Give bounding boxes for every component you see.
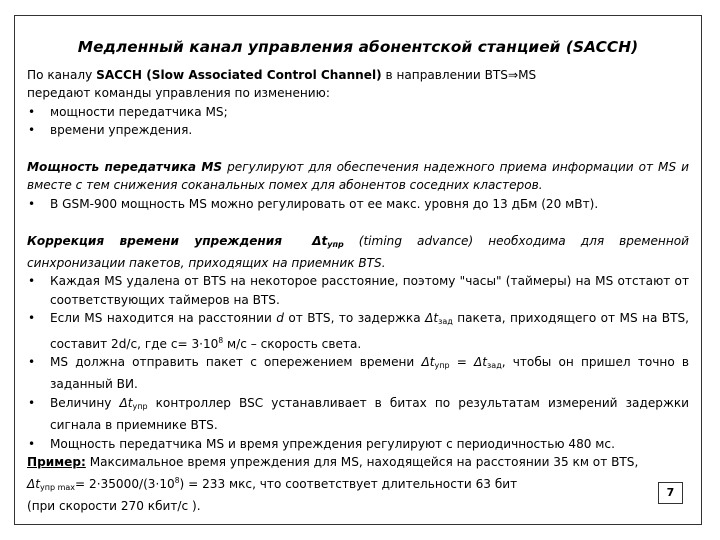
list-item <box>27 435 689 453</box>
exponent: 8 <box>218 335 224 345</box>
bullet-icon: • <box>28 196 36 211</box>
arrow-icon: ⇒ <box>507 68 519 82</box>
delta-symbol: Δt <box>119 395 133 410</box>
timing-lead: Коррекция времени упреждения <box>27 233 283 248</box>
delta-subscript: упр <box>434 361 450 371</box>
delta-subscript: упр <box>327 239 344 249</box>
list-item-text: пакета, приходящего от MS на BTS, составит 2d/c, где c= 3·10 <box>50 311 689 351</box>
power-paragraph <box>27 158 689 195</box>
delta-symbol: Δt <box>421 355 435 370</box>
page-number: 7 <box>658 482 683 504</box>
list-item <box>27 121 689 139</box>
delta-symbol: Δt <box>425 311 439 326</box>
list-item-text: м/с – скорость света. <box>223 336 362 351</box>
power-lead: Мощность передатчика MS <box>27 160 223 175</box>
bullet-icon: • <box>28 274 36 289</box>
delta-symbol: Δt <box>474 355 488 370</box>
bullet-icon: • <box>28 436 36 451</box>
example-text: Максимальное время упреждения для MS, находящейся на расстоянии 35 км от BTS, <box>85 455 639 470</box>
slide-frame <box>14 15 702 525</box>
list-item-text: Величину <box>50 395 120 410</box>
list-item-text: В GSM-900 мощность MS можно регулировать от ее макс. уровня до 13 дБм (20 мВт). <box>50 196 599 211</box>
list-item <box>27 195 689 213</box>
intro-line-1 <box>27 66 689 84</box>
slide-title: Медленный канал управления абонентской станцией (SACCH) <box>77 38 639 56</box>
power-text: регулируют для обеспечения надежного приема информации от MS и вместе с тем снижения соканальных помех для абонентов соседних кластеров. <box>27 160 689 193</box>
bullet-icon: • <box>28 355 36 370</box>
list-item-text: от BTS, то задержка <box>283 311 426 326</box>
list-item-text: Мощность передатчика MS и время упреждения регулируют с периодичностью 480 мс. <box>50 436 615 451</box>
distance-symbol: d <box>276 311 284 326</box>
delta-subscript: зад <box>487 361 502 371</box>
exponent: 8 <box>174 475 180 485</box>
list-item <box>27 309 689 353</box>
list-item <box>27 394 689 435</box>
list-item-text: контроллер BSC устанавливает в битах по результатам измерений задержки сигнала в приемнике BTS. <box>50 395 690 433</box>
intro-direction: в направлении BTS <box>381 68 508 82</box>
bullet-icon: • <box>28 311 36 326</box>
formula-text: ) = 233 мкс, что соответствует длительности 63 бит <box>179 476 518 491</box>
list-item-text: = <box>449 355 475 370</box>
timing-text: (timing advance) необходима для временной синхронизации пакетов, приходящих на приемник BTS. <box>27 233 689 271</box>
list-item <box>27 272 689 309</box>
delta-subscript: упр max <box>40 482 76 492</box>
intro-ms: MS <box>518 68 537 82</box>
example-line-3: (при скорости 270 кбит/с ). <box>27 498 201 513</box>
formula-text: = 2·35000/(3·10 <box>75 476 175 491</box>
bullet-icon: • <box>28 104 36 119</box>
delta-symbol: Δt <box>27 476 41 491</box>
slide-body <box>27 66 689 515</box>
list-item-text: мощности передатчика MS; <box>50 104 228 119</box>
example-paragraph <box>27 453 689 471</box>
list-item <box>27 103 689 121</box>
delta-subscript: зад <box>438 317 453 327</box>
example-label: Пример: <box>27 455 86 470</box>
delta-subscript: упр <box>132 401 148 411</box>
channel-name: SACCH (Slow Associated Control Channel) <box>96 68 382 82</box>
list-item-text: Каждая MS удалена от BTS на некоторое расстояние, поэтому "часы" (таймеры) на MS отстают от соответствующих таймеров на BTS. <box>50 274 689 307</box>
intro-text: По каналу <box>27 68 97 82</box>
list-item <box>27 353 689 394</box>
list-item-text: , чтобы он пришел точно в заданный ВИ. <box>50 355 690 392</box>
bullet-icon: • <box>28 123 36 138</box>
delta-symbol: Δt <box>312 233 328 248</box>
bullet-icon: • <box>28 395 36 410</box>
list-item-text: Если MS находится на расстоянии <box>50 311 277 326</box>
list-item-text: времени упреждения. <box>50 123 193 138</box>
timing-paragraph <box>27 232 689 273</box>
list-item-text: MS должна отправить пакет с опережением времени <box>50 355 422 370</box>
example-formula <box>27 472 689 497</box>
intro-line-2: передают команды управления по изменению: <box>27 86 330 101</box>
